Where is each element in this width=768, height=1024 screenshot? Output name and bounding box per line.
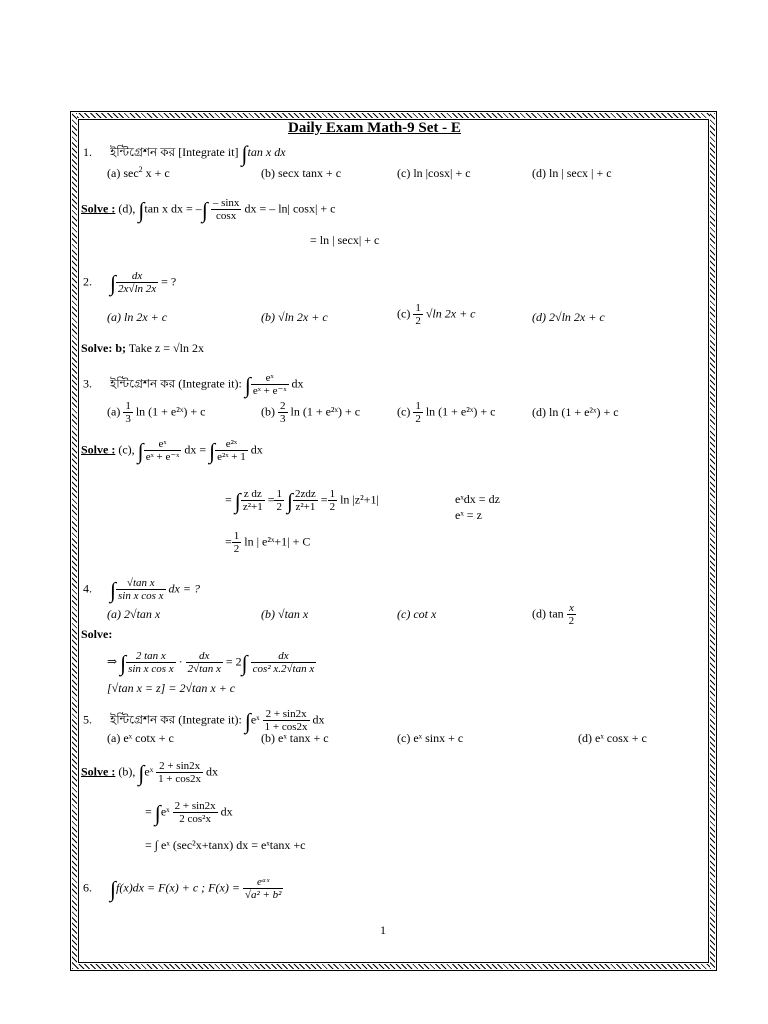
page-border-inner <box>78 119 709 963</box>
solution-5-line-1: Solve : (b), ∫eˣ $\frac{2 + \sin 2x}{1 + \cos 2x}$ dx <box>81 760 219 786</box>
option-d: (d) 2√ln 2x + c <box>532 310 605 324</box>
fraction: $\frac{dx}{2x√\ln 2x}$ <box>118 270 157 295</box>
solution-5-line-2: = ∫eˣ $\frac{2 + \sin 2x}{\text{2 cos²x}}$ dx <box>145 800 233 826</box>
option-b: (b) secx tanx + c <box>261 166 342 180</box>
option-d: (d) tan $\frac{x}{2}$ <box>532 602 575 627</box>
border-hatch-bottom <box>72 964 715 969</box>
border-hatch-top <box>72 113 715 118</box>
option-d: (d) ln (1 + e²ˣ) + c <box>532 405 619 419</box>
fraction: $\frac{\text{eˣ}}{\text{eˣ + e⁻ˣ}}$ <box>252 372 287 397</box>
solution-5-line-3: = ∫ eˣ (sec²x+tanx) dx = eˣtanx +c <box>145 838 306 852</box>
question-5: 5. ইন্টিগ্রেশন কর (Integrate it): ∫eˣ $\frac{2 + \sin 2x}{1 + \cos 2x}$ dx <box>83 708 325 734</box>
solution-4-label: Solve: <box>81 627 113 641</box>
solution-4-line-1: ⇒ ∫ $\frac{\text{2 tan x}}{\text{sin x cos x}}$ · $\frac{dx}{\text{2√tan x}}$ = 2∫ $\frac{dx}{\text{cos² x.2√tan x}}$ <box>107 650 315 676</box>
option-b: (b) √ln 2x + c <box>261 310 328 324</box>
option-c: (c) cot x <box>397 607 437 621</box>
question-3: 3. ইন্টিগ্রেশন কর (Integrate it): ∫ $\frac{\text{eˣ}}{\text{eˣ + e⁻ˣ}}$ dx <box>83 372 304 398</box>
option-a: (a) 2√tan x <box>107 607 161 621</box>
solution-3-line-1: Solve : (c), ∫ $\frac{\text{eˣ}}{\text{eˣ + e⁻ˣ}}$ dx = ∫ $\frac{\text{e²ˣ}}{\text{e²ˣ + 1}}$ dx <box>81 438 263 464</box>
option-b: (b) √tan x <box>261 607 309 621</box>
question-4: 4. ∫ $\frac{\text{√tan x}}{\text{sin x cos x}}$ dx = ? <box>83 577 200 603</box>
solution-4-line-2: [√tan x = z] = 2√tan x + c <box>107 681 236 695</box>
border-hatch-right <box>710 113 715 969</box>
option-c: (c) ln |cosx| + c <box>397 166 471 180</box>
solution-3-line-3: = $\frac{1}{2}$ ln | e²ˣ+1| + C <box>225 530 311 555</box>
solution-3-line-2: = ∫ $\frac{\text{z dz}}{\text{z²+1}}$ = $\frac{1}{2}$ ∫ $\frac{\text{2zdz}}{\text{z²+1}}$ = $\frac{1}{2}$ ln |z²+1| <box>225 488 379 514</box>
question-6: 6. ∫f(x)dx = F(x) + c ; F(x) = $\frac{\text{eᵃˣ}}{\text{√a² + b²}}$ <box>83 876 282 902</box>
option-c: (c) $\frac{1}{2}$ ln (1 + e²ˣ) + c <box>397 400 496 425</box>
question-1 <box>83 141 286 166</box>
expression: tan x dx <box>247 145 286 159</box>
border-hatch-left <box>72 113 77 969</box>
solution-2: Solve: b; Take z = √ln 2x <box>81 341 204 355</box>
integral-sign: ∫ <box>241 141 248 166</box>
option-a: (a) $\frac{1}{3}$ ln (1 + e²ˣ) + c <box>107 400 206 425</box>
prompt-bengali: ইন্টিগ্রেশন কর <box>110 145 176 159</box>
option-b: (b) eˣ tanx + c <box>261 731 329 745</box>
substitution-note-1: eˣdx = dz <box>455 492 500 506</box>
page-title: Daily Exam Math-9 Set - E <box>288 120 461 136</box>
fraction: $\frac{\text{√tan x}}{\text{sin x cos x}}$ <box>118 577 164 602</box>
question-number: 1. <box>83 145 92 159</box>
option-c: (c) $\frac{1}{2}$ √ln 2x + c <box>397 302 476 327</box>
option-a: (a) ln 2x + c <box>107 310 168 324</box>
option-d: (d) ln | secx | + c <box>532 166 612 180</box>
option-b: (b) $\frac{2}{3}$ ln (1 + e²ˣ) + c <box>261 400 361 425</box>
option-a: (a) $\sec^2 x + c$ <box>107 165 170 180</box>
page-number: 1 <box>380 923 386 937</box>
solve-label: Solve : <box>81 201 116 216</box>
fraction: $\frac{- \sin x}{\cos x}$ <box>212 197 240 222</box>
option-d: (d) eˣ cosx + c <box>578 731 647 745</box>
solution-1-line-2: = ln | secx| + c <box>310 233 380 247</box>
solution-1-line-1: Solve : (d), ∫tan x dx = –∫ $\frac{- \sin x}{\cos x}$ dx = – ln| cosx| + c <box>81 197 336 223</box>
option-a: (a) eˣ cotx + c <box>107 731 174 745</box>
question-2: 2. ∫ $\frac{dx}{2x√\ln 2x}$ = ? <box>83 270 177 296</box>
prompt-english: [Integrate it] <box>178 145 239 159</box>
substitution-note-2: eˣ = z <box>455 508 482 522</box>
option-c: (c) eˣ sinx + c <box>397 731 464 745</box>
